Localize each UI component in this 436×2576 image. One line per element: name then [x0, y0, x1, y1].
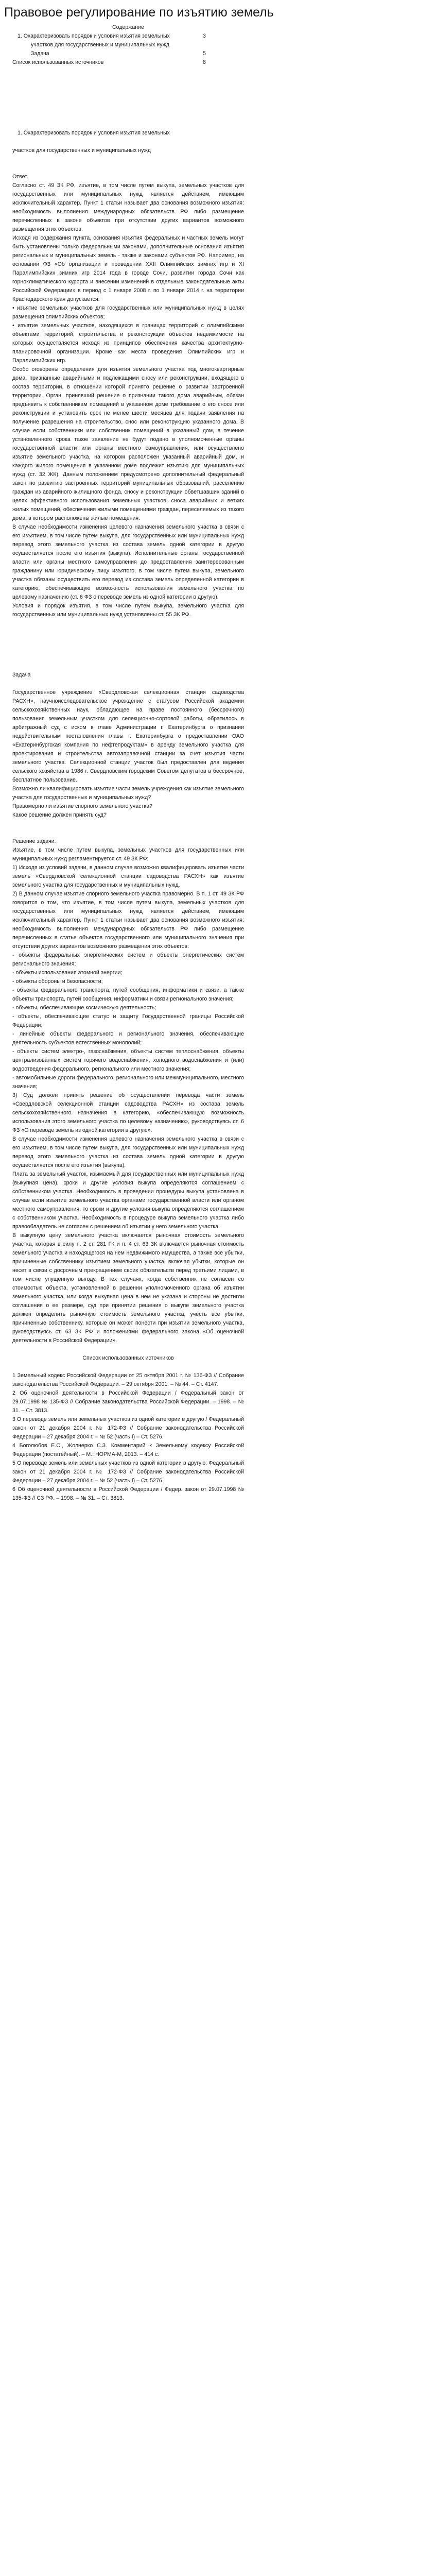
paragraph: В случае необходимости изменения целевого назначения земельного участка в связи с его изъятием, в том числе путем выкупа, для государственных или муниципальных нужд перевод этого земельного участка из состава земель одной категории в другую осуществляется после его изъятия (выкупа). Исполнительные органы государственной власти или органы местного самоуправления до предоставления заинтересованным гражданину или юридическому лицу изъятого, в том числе путем выкупа, земельного участка обязаны осуществить его перевод из состава земель определенной категории в категорию, обеспечивающую возможность использования земельного участка по целевому назначению (ст. 6 ФЗ о переводе земель из одной категории в другую). — [12, 524, 244, 600]
task-section — [12, 671, 244, 820]
bullet-paragraph: • изъятие земельных участков, находящихся в границах территорий с олимпийскими объектами территорий, строительства и реконструкции объектов недвижимости на которых осуществляется исходя из принципов обеспечения качества архитектурно-планировочной организации. Кроме как места проведения Олимпийских игр и Паралимпийских игр. — [12, 323, 244, 364]
list-item: - объекты, обеспечивающие статус и защиту Государственной границы Российской Федерации; — [12, 1013, 244, 1028]
list-item: - автомобильные дороги федерального, регионального или межмуниципального, местного значения; — [12, 1075, 244, 1090]
section-heading: 1. Охарактеризовать порядок и условия изъятия земельных — [18, 130, 170, 136]
paragraph: 3) Суд должен принять решение об осуществлении перевода части земель «Свердловской селекционной станции садоводства РАСХН» из состава земель сельскохозяйственного назначения в категорию, «обеспечивающую возможность использования этого земельного участка по целевому назначению», руководствуясь ст. 6 ФЗ «О переводе земель из одной категории в другую». — [12, 1092, 244, 1133]
list-item: - объекты систем электро-, газоснабжения, объекты систем теплоснабжения, объекты централизованных систем горячего водоснабжения, холодного водоснабжения и (или) водоотведения федерального, регионального или местного значения; — [12, 1048, 244, 1072]
source-item: 3 О переводе земель или земельных участков из одной категории в другую / Федеральный закон от 21 декабря 2004 г. № 172-ФЗ // Собрание законодательства Российской Федерации – 27 декабря 2004 г. – № 52 (часть I) – Ст. 5276. — [12, 1416, 244, 1440]
sources-section — [12, 1354, 244, 1503]
bullet-paragraph: • изъятие земельных участков для государственных или муниципальных нужд в целях размещения олимпийских объектов; — [12, 305, 244, 320]
paragraph: Согласно ст. 49 ЗК РФ, изъятие, в том числе путем выкупа, земельных участков для государственных или муниципальных нужд является действием, имеющим исключительный характер. Пункт 1 статьи называет два основания возможного изъятия: необходимость выполнения международных обязательств РФ либо размещение перечисленных в законе объектов при отсутствии других вариантов возможного размещения этих объектов. — [12, 182, 244, 232]
question: Возможно ли квалифицировать изъятие части земель учреждения как изъятие земельного участка для государственных и муниципальных нужд? — [12, 786, 244, 801]
list-item: - объекты федеральных энергетических систем и объекты энергетических систем регионального значения; — [12, 952, 244, 967]
answer-label: Ответ. — [12, 174, 28, 180]
question: Какое решение должен принять суд? — [12, 812, 107, 818]
solution-section — [12, 837, 244, 1345]
section-1 — [12, 129, 244, 619]
paragraph: Исходя из содержания пункта, основания изъятия федеральных и частных земель могут быть установлены только федеральными законами, дополнительные основания изъятия региональных и муниципальных земель - также и законами субъектов РФ. Например, на основании ФЗ «Об организации и проведении XXII Олимпийских зимних игр и XI Паралимпийских зимних игр 2014 года в городе Сочи, развитии города Сочи как горноклиматического курорта и внесении изменений в отдельные законодательные акты Российской Федерации» в период с 1 января 2008 г. по 1 января 2014 г. на территории Краснодарского края допускается: — [12, 235, 244, 302]
list-item: - объекты обороны и безопасности; — [12, 978, 103, 985]
list-item: - объекты использования атомной энергии; — [12, 970, 123, 976]
document-body — [12, 23, 244, 1503]
toc-item-text: Задача — [31, 50, 49, 57]
toc-item — [12, 32, 244, 41]
source-item: 1 Земельный кодекс Российской Федерации от 25 октября 2001 г. № 136-ФЗ // Собрание законодательства Российской Федерации. – 29 октября 2001. – № 44. – Ст. 4147. — [12, 1372, 244, 1387]
paragraph: В случае необходимости изменения целевого назначения земельного участка в связи с его изъятием, в том числе путем выкупа, для государственных или муниципальных нужд перевод этого земельного участка из состава земель одной категории в другую осуществляется после его изъятия (выкупа). — [12, 1136, 244, 1168]
paragraph: 1) Исходя из условий задачи, в данном случае возможно квалифицировать изъятие части земель «Свердловской селекционной станции садоводства РАСХН» как изъятие земельного участка для государственных и муниципальных нужд. — [12, 865, 244, 888]
toc-item-text: Список использованных источников — [12, 59, 104, 65]
list-item: - объекты, обеспечивающие космическую деятельность; — [12, 1005, 156, 1011]
sources-title: Список использованных источников — [82, 1355, 174, 1361]
paragraph: В выкупную цену земельного участка включается рыночная стоимость земельного участка, которая в силу п. 2 ст. 281 ГК и п. 4 ст. 63 ЗК включается рыночная стоимость земельного участка и находящегося на нем недвижимого имущества, а также все убытки, причиненные собственнику изъятием земельного участка, включая убытки, которые он несет в связи с досрочным прекращением своих обязательств перед третьими лицами, в том числе упущенную выгоду. В тех случаях, когда собственник не согласен со стоимостью объекта, установленной в решении уполномоченного органа об изъятии земельного участка, или когда выкупная цена в нем не указана и стороны не достигли соглашения о ее размере, суд при принятии решения о выкупе земельного участка должен определить рыночную стоимость земельного участка, учесть все убытки, причиненные собственнику, которые он может понести при изъятии земельного участка, руководствуясь ст. 63 ЗК РФ и положениями федерального закона «Об оценочной деятельности в Российской Федерации». — [12, 1232, 244, 1344]
source-item: 2 Об оценочной деятельности в Российской Федерации / Федеральный закон от 29.07.1998 № 135-ФЗ // Собрание законодательства Российской Федерации. – 1998. – № 31. – Ст. 3813. — [12, 1390, 244, 1414]
list-item: - линейные объекты федерального и регионального значения, обеспечивающие деятельность субъектов естественных монополий; — [12, 1031, 244, 1046]
toc-item-page: 8 — [203, 59, 206, 65]
toc-item-text: участков для государственных и муниципальных нужд — [31, 42, 169, 48]
toc-title: Содержание — [112, 24, 144, 30]
paragraph: Государственное учреждение «Свердловская селекционная станция садоводства РАСХН», научноисследовательское учреждение с статусом Российской академии сельскохозяйственных наук, обладающее на праве постоянного (бессрочного) пользования земельным участком для селекционно-сортовой работы, обратилось в арбитражный суд с иском к главе Администрации г. Екатеринбурга о признании недействительным постановления главы г. Екатеринбурга о предоставлении ОАО «Екатеринбургская компания по нефтепродуктам» в аренду земельного участка для проектирования и строительства автозаправочной станции за счет изъятия части земельного участка. Селекционной станции участок был предоставлен для ведения сельского хозяйства в 1986 г. Свердловским городским Советом депутатов в бессрочное, бесплатное пользование. — [12, 689, 244, 783]
solution-label: Решение задачи. — [12, 838, 56, 844]
page-title: Правовое регулирование по изъятию земель — [4, 5, 274, 20]
source-item: 5 О переводе земель или земельных участков из одной категории в другую: Федеральный закон от 21 декабря 2004 г. № 172-ФЗ // Собрание законодательства Российской Федерации – 27 декабря 2004 г. – № 52 (часть I) – Ст. 5276. — [12, 1460, 244, 1484]
toc-item-page: 3 — [203, 33, 206, 39]
paragraph: Изъятие, в том числе путем выкупа, земельных участков для государственных или муниципальных нужд регламентируется ст. 49 ЗК РФ: — [12, 847, 244, 862]
table-of-contents — [12, 23, 244, 67]
paragraph: Особо оговорены определения для изъятия земельного участка под многоквартирные дома, признанные аварийными и подлежащими сносу или реконструкции, входящего в состав территории, в отношении которой принято решение о развитии застроенной территории. Орган, принявший решение о признании такого дома аварийным, обязан предъявить к собственникам помещений в указанном доме требование о его сносе или реконструкции и установить срок не менее шести месяцев для подачи заявления на получение разрешения на строительство, снос или реконструкцию указанного дома. В случае если собственники или собственник помещений в указанный дом, в течение установленного срока такое заявление не будут подано в уполномоченные органы государственной власти или органы местного самоуправления, или осуществлено изъятие земельного участка, на котором расположен указанный аварийный дом, и каждого жилого помещения в указанном доме подлежит изъятию для муниципальных нужд (ст. 32 ЖК). Данным положением предусмотрено дополнительный федеральный закон по развитию застроенных территорий муниципальных образований, расселению граждан из аварийного жилищного фонда, сносу и реконструкции обветшавших зданий в целях эффективного использования земельных участков, сноса аварийных и ветхих жилых помещений, обеспечения жилыми помещениями граждан, переселяемых из такого дома, в котором расположены жилые помещения. — [12, 366, 244, 521]
list-item: - объекты федерального транспорта, путей сообщения, информатики и связи, а также объекты транспорта, путей сообщения, информатики и связи регионального значения; — [12, 987, 244, 1002]
toc-item — [12, 41, 244, 49]
section-heading-continued: участков для государственных и муниципальных нужд — [12, 147, 151, 154]
paragraph: Плата за земельный участок, изымаемый для государственных или муниципальных нужд (выкупная цена), сроки и другие условия выкупа определяются соглашением с собственником участка. Необходимость в проведении процедуры выкупа установлена в случае если изъятие земельного участка органами государственной власти или органом местного самоуправления, то сроки и другие условия выкупа определяются соглашением с собственником участка. Необходимость в процедуре выкупа земельного участка либо правообладатель не согласен с решением об изъятии у него земельного участка. — [12, 1171, 244, 1230]
toc-item-page: 5 — [203, 50, 206, 57]
source-item: 6 Об оценочной деятельности в Российской Федерации / Федер. закон от 29.07.1998 № 135-ФЗ // СЗ РФ. – 1998. – № 31. – Ст. 3813. — [12, 1486, 244, 1501]
paragraph: Условия и порядок изъятия, в том числе путем выкупа, земельного участка для государственных или муниципальных нужд установлены ст. 55 ЗК РФ. — [12, 603, 244, 618]
paragraph: 2) В данном случае изъятие спорного земельного участка правомерно. В п. 1 ст. 49 ЗК РФ говорится о том, что изъятие, в том числе путем выкупа, земельных участков для государственных или муниципальных нужд является действием, имеющим исключительный характер. Пункт 1 статьи называет два основания возможного изъятия: необходимость выполнения международных обязательств РФ либо размещение перечисленных в статье объектов государственного или муниципального значения при отсутствии других вариантов возможного размещения этих объектов: — [12, 891, 244, 950]
question: Правомерно ли изъятие спорного земельного участка? — [12, 803, 152, 809]
toc-item-text: 1. Охарактеризовать порядок и условия изъятия земельных — [18, 33, 170, 39]
toc-item — [12, 58, 244, 67]
toc-item — [12, 49, 244, 58]
task-label: Задача — [12, 672, 31, 678]
source-item: 4 Боголюбов Е.С., Жолнерко С.З. Комментарий к Земельному кодексу Российской Федерации (постатейный). – М.: НОРМА-М, 2013. – 414 с. — [12, 1443, 244, 1458]
